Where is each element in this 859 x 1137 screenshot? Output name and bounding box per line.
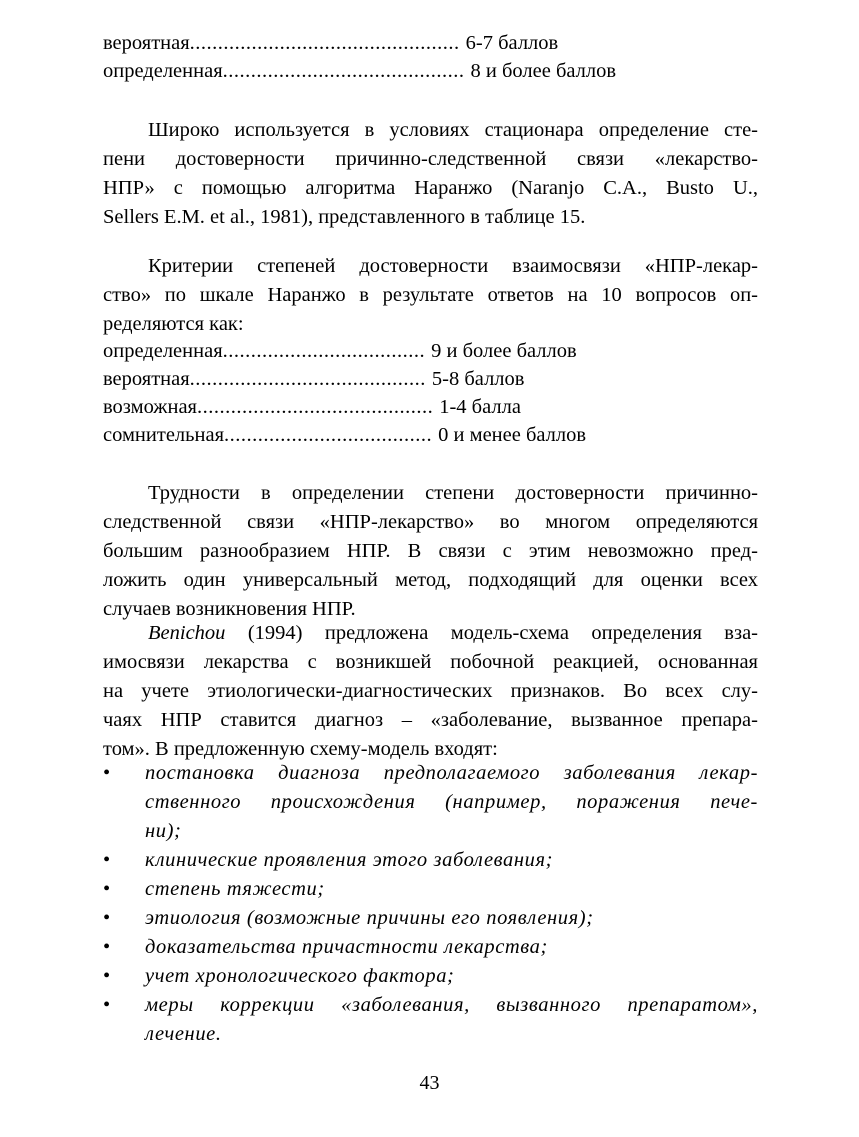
scale-value: 1-4 балла	[439, 396, 521, 418]
bullet-icon: •	[103, 762, 111, 784]
bullet-icon: •	[103, 994, 111, 1016]
list-item	[103, 846, 758, 875]
scale-value: 9 и более баллов	[431, 340, 577, 362]
leader-dots: .....................................	[224, 424, 433, 446]
list-item	[103, 759, 758, 846]
scale-term: вероятная	[103, 32, 190, 54]
scale-term: определенная	[103, 60, 223, 82]
scale-value: 5-8 баллов	[431, 368, 525, 390]
paragraph-criteria	[103, 252, 758, 339]
bullet-icon: •	[103, 907, 111, 929]
text-line: постановка диагноза предполагаемого заболевания лекар-	[145, 762, 758, 784]
text-line: ложить один универсальный метод, подходящий для оценки всех	[103, 569, 758, 591]
text-line: следственной связи «НПР-лекарство» во многом определяются	[103, 511, 758, 533]
text-line: клинические проявления этого заболевания;	[145, 849, 554, 871]
naranjo-scale-list	[103, 337, 758, 449]
scale-term: сомнительная	[103, 424, 225, 446]
text-line: степень тяжести;	[145, 878, 325, 900]
text-line: ственного происхождения (например, поражения пече-	[145, 791, 758, 813]
scale-row	[103, 393, 758, 421]
text-line: Широко используется в условиях стационара определение сте-	[148, 119, 758, 141]
scale-row	[103, 421, 758, 449]
scale-term: определенная	[103, 340, 223, 362]
bullet-icon: •	[103, 849, 111, 871]
scale-term: вероятная	[103, 368, 190, 390]
author-name: Benichou	[148, 622, 226, 644]
text-line: на учете этиологически-диагностических признаков. Во всех слу-	[103, 680, 758, 702]
list-item	[103, 962, 758, 991]
text-line: НПР» с помощью алгоритма Наранжо (Naranjo C.A., Busto U.,	[103, 177, 758, 199]
scale-row	[103, 337, 758, 365]
bullet-icon: •	[103, 878, 111, 900]
top-scale-list	[103, 29, 758, 85]
leader-dots: ....................................	[222, 340, 426, 362]
text-line: Критерии степеней достоверности взаимосвязи «НПР-лекар-	[148, 255, 758, 277]
list-item	[103, 904, 758, 933]
text-line: ни);	[145, 820, 182, 842]
text-line: лечение.	[145, 1023, 222, 1045]
text-line: пени достоверности причинно-следственной связи «лекарство-	[103, 148, 758, 170]
scale-value: 0 и менее баллов	[438, 424, 587, 446]
list-item	[103, 933, 758, 962]
text-line: чаях НПР ставится диагноз – «заболевание, вызванное препара-	[103, 709, 758, 731]
text-fragment: (1994) предложена модель-схема определения вза-	[225, 622, 758, 644]
text-line: большим разнообразием НПР. В связи с этим невозможно пред-	[103, 540, 758, 562]
leader-dots: ..........................................	[189, 368, 426, 390]
list-item	[103, 875, 758, 904]
text-line: доказательства причастности лекарства;	[145, 936, 548, 958]
scale-value: 6-7 баллов	[465, 32, 559, 54]
scale-row	[103, 29, 758, 57]
page-number: 43	[419, 1072, 440, 1094]
text-line: ределяются как:	[103, 313, 244, 335]
leader-dots: ...........................................	[222, 60, 465, 82]
model-components-list	[103, 759, 758, 1049]
text-line: Sellers E.M. et al., 1981), представленного в таблице 15.	[103, 206, 586, 228]
scale-row	[103, 57, 758, 85]
text-line: имосвязи лекарства с возникшей побочной реакцией, основанная	[103, 651, 758, 673]
text-line: учет хронологического фактора;	[145, 965, 455, 987]
text-line	[103, 619, 758, 648]
text-line: Трудности в определении степени достоверности причинно-	[148, 482, 758, 504]
paragraph-difficulties	[103, 479, 758, 624]
bullet-icon: •	[103, 965, 111, 987]
leader-dots: ..........................................	[196, 396, 434, 418]
scale-term: возможная	[103, 396, 197, 418]
list-item	[103, 991, 758, 1049]
paragraph-benichou	[103, 619, 758, 764]
text-line: этиология (возможные причины его появления);	[145, 907, 594, 929]
text-line: случаев возникновения НПР.	[103, 598, 356, 620]
scale-row	[103, 365, 758, 393]
paragraph-naranjo-intro	[103, 116, 758, 232]
leader-dots: ................................................	[189, 32, 460, 54]
text-line: меры коррекции «заболевания, вызванного препаратом»,	[145, 994, 758, 1016]
bullet-icon: •	[103, 936, 111, 958]
text-line: том». В предложенную схему-модель входят:	[103, 738, 498, 760]
scale-value: 8 и более баллов	[470, 60, 617, 82]
text-line: ство» по шкале Наранжо в результате ответов на 10 вопросов оп-	[103, 284, 758, 306]
